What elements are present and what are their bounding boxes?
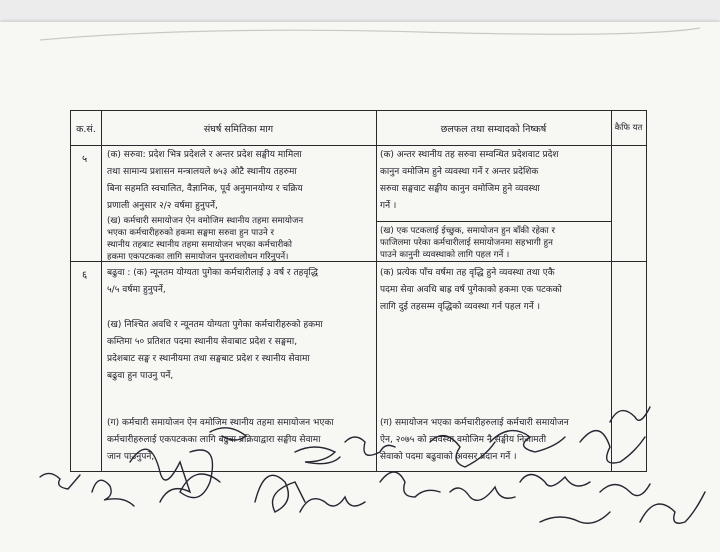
signature-mark [430, 436, 495, 467]
signature-mark [540, 512, 610, 523]
signatures [0, 22, 720, 552]
header-demand: संघर्ष समितिका माग [203, 123, 274, 135]
row-serial: ५ [82, 154, 88, 165]
signature-mark [92, 480, 134, 506]
header-decision: छलफल तथा सम्वादको निष्कर्ष [440, 123, 547, 135]
signature-mark [520, 475, 590, 487]
signature-mark [640, 492, 705, 523]
demand-item-b: (ख) निश्चित अवधि र न्यूनतम योग्यता पुगेका कर्मचारीहरुको हकमा कम्तिमा ५० प्रतिशत पदमा स्थानीय सेवाबाट प्रदेश र सङ्घमा, प्रदेशबाट सङ्घ र स्थानीयमा तथा सङ्घबाट प्रदेश र स्थानीय सेवामा बढुवा हुन पाउनु पर्ने, [107, 320, 323, 381]
decision-item-a: (क) प्रत्येक पाँच वर्षमा तह वृद्धि हुने व्यवस्था तथा एकै पदमा सेवा अवधि बाह्र वर्ष पुगेकाको हकमा एक पटकको लागि दुई तहसम्म वृद्धिको व्यवस्था गर्न पहल गर्ने । [380, 268, 562, 312]
signature-mark [610, 407, 650, 422]
decision-item-b: (ख) एक पटकलाई ईच्छुक, समायोजन हुन बाँकी रहेका र फाजिलमा परेका कर्मचारीलाई समायोजनमा सहभागी हुन पाउने कानुनी व्यवस्थाको लागि पहल गर्ने । [380, 226, 556, 260]
header-sn: क.सं. [76, 123, 96, 135]
signature-mark [490, 431, 565, 452]
demand-item-a: (क) सरुवा: प्रदेश भित्र प्रदेशले र अन्तर प्रदेश सङ्घीय मामिला तथा सामान्य प्रशासन मन्त्रालयले ७५३ ओटै स्थानीय तहरुमा बिना सहमति स्वचालित, वैज्ञानिक, पूर्व अनुमानयोग्य र चक्रिय प्रणाली अनुसार २/२ वर्षमा हुनुपर्ने, [107, 150, 303, 211]
row-serial: ६ [82, 270, 88, 281]
demand-item-b: (ख) कर्मचारी समायोजन ऐन वमोजिम स्थानीय तहमा समायोजन भएका कर्मचारीहरुको हकमा सङ्घमा सरुवा हुन पाउने र स्थानीय तहबाट स्थानीय तहमा समायोजन भएका कर्मचारीको हकमा एकपटकका लागि समायोजन पुनरावलोधन गरिनुपर्ने। [107, 216, 304, 262]
header-remarks: कैफि यत [614, 123, 643, 133]
demand-item-a: बढुवा : (क) न्यूनतम योग्यता पुगेका कर्मचारीलाई ३ वर्ष र तहवृद्धि ५/५ वर्षमा हुनुपर्ने, [107, 268, 318, 295]
demand-item-c: (ग) कर्मचारी समायोजन ऐन वमोजिम स्थानीय तहमा समायोजन भएका कर्मचारीहरुलाई एकपटकका लागि बढुवा प्रक्रियाद्वारा सङ्घीय सेवामा जान पाउनुपर्ने, [107, 418, 334, 462]
signature-mark [295, 447, 340, 464]
signature-mark [255, 475, 305, 512]
signature-mark [210, 428, 246, 440]
signature-mark [380, 472, 440, 497]
decision-item-a: (क) अन्तर स्थानीय तह सरुवा सम्वन्धित प्रदेशवाट प्रदेश कानुन वमोजिम हुने व्यवस्था गर्ने र अन्तर प्रदेशिक सरुवा सङ्घवाट सङ्घीय कानुन वमोजिम हुने व्यवस्था गर्ने । [380, 150, 559, 211]
document-page [0, 22, 720, 552]
decision-item-c: (ग) समायोजन भएका कर्मचारीहरुलाई कर्मचारी समायोजन ऐन, २०७५ को व्यवस्था वमोजिम नै सङ्घीय निजामती सेवाको पदमा बढुवाको अवसर प्रदान गर्ने । [380, 418, 569, 462]
signature-mark [40, 473, 80, 489]
signature-mark [600, 484, 650, 496]
signature-mark [580, 431, 645, 463]
signature-mark [130, 449, 190, 502]
signature-mark [450, 487, 515, 500]
signature-mark [300, 497, 365, 512]
signature-mark [345, 437, 395, 455]
